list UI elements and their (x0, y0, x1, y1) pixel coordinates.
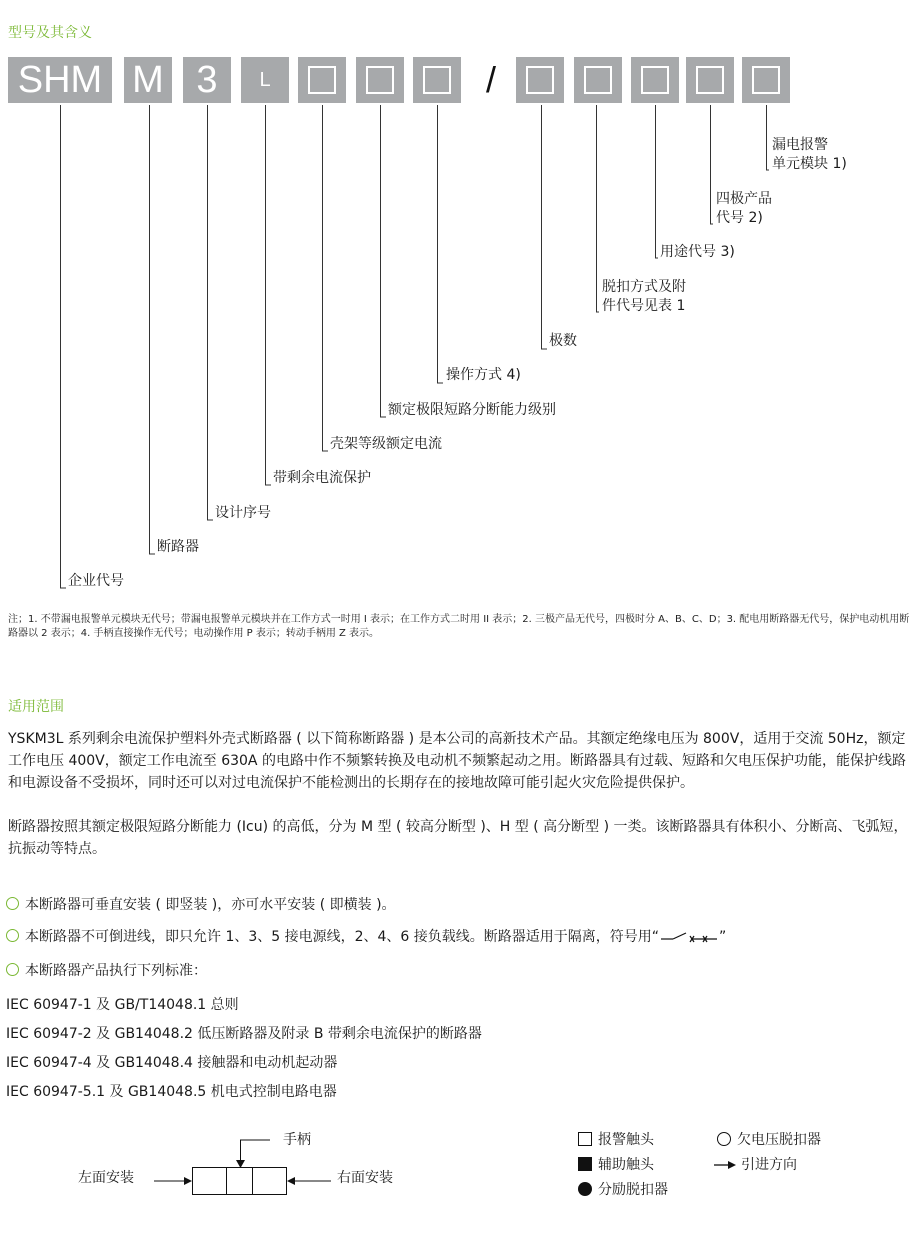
diagram-left-label: 左面安装 (78, 1170, 134, 1186)
legend-shunt: 分励脱扣器 (578, 1180, 668, 1200)
open-circle-icon (717, 1132, 731, 1146)
bullet-circle-icon (6, 963, 19, 976)
label-four-pole-1: 四极产品 (716, 191, 772, 207)
legend-alarm: 报警触头 (578, 1130, 654, 1150)
bullet-circle-icon (6, 897, 19, 910)
isolation-symbol-icon (659, 930, 719, 944)
bullet-item: 本断路器不可倒进线，即只允许 1、3、5 接电源线，2、4、6 接负载线。断路器适用于隔离，符号用“ ” (6, 927, 726, 947)
scope-paragraph-1: YSKM3L 系列剩余电流保护塑料外壳式断路器 ( 以下简称断路器 ) 是本公司的高新技术产品。其额定绝缘电压为 800V，适用于交流 50Hz，额定工作电压 400V，额定工作电流至 630A 的电路中作不频繁转换及电动机不频繁起动之用。断路器具有过载、短路和欠电压保护功能，能保护线路和电源设备不受损坏，同时还可以对过电流保护不能检测出的长期存在的接地故障可能引起火灾危险提供保护。 (8, 731, 906, 791)
standard-item: IEC 60947-5.1 及 GB14048.5 机电式控制电路电器 (6, 1084, 337, 1100)
diagram-handle-label: 手柄 (283, 1132, 311, 1148)
legend-aux: 辅助触头 (578, 1155, 654, 1175)
legend-undervolt: 欠电压脱扣器 (717, 1130, 821, 1150)
label-breaking-capacity: 额定极限短路分断能力级别 (388, 402, 556, 418)
label-four-pole-2: 代号 2) (716, 210, 763, 226)
filled-square-icon (578, 1157, 592, 1171)
section-title-model: 型号及其含义 (8, 25, 92, 41)
label-leakage-alarm-1: 漏电报警 (772, 137, 828, 153)
standard-item: IEC 60947-2 及 GB14048.2 低压断路器及附录 B 带剩余电流保护的断路器 (6, 1026, 482, 1042)
section-title-scope: 适用范围 (8, 699, 64, 715)
code-box-shm: SHM (8, 57, 112, 103)
label-company-code: 企业代号 (68, 573, 124, 589)
label-frame-current: 壳架等级额定电流 (330, 436, 442, 452)
footnote: 注；1. 不带漏电报警单元模块无代号；带漏电报警单元模块并在工作方式一时用 I 表示；在工作方式二时用 II 表示；2. 三极产品无代号，四极时分 A、B、C、D；3. 配电用断路器无代号，保护电动机用断路器以 2 表示；4. 手柄直接操作无代号；电动操作用 P 表示；转动手柄用 Z 表示。 (8, 614, 910, 639)
bullet-item: 本断路器产品执行下列标准： (6, 961, 207, 981)
bullet-item: 本断路器可垂直安装 ( 即竖装 )，亦可水平安装 ( 即横装 )。 (6, 895, 396, 915)
legend-direction: 引进方向 (713, 1155, 797, 1175)
label-usage-code: 用途代号 3) (660, 244, 735, 260)
code-box-l: L (241, 57, 289, 103)
code-box-3: 3 (183, 57, 231, 103)
label-leakage-alarm-2: 单元模块 1) (772, 156, 847, 172)
label-residual-protection: 带剩余电流保护 (273, 470, 371, 486)
label-breaker: 断路器 (157, 539, 199, 555)
arrow-right-icon (713, 1159, 737, 1171)
standard-item: IEC 60947-4 及 GB14048.4 接触器和电动机起动器 (6, 1055, 338, 1071)
label-operation-mode: 操作方式 4) (446, 367, 521, 383)
bullet-circle-icon (6, 929, 19, 942)
standard-item: IEC 60947-1 及 GB/T14048.1 总则 (6, 997, 239, 1013)
label-design-serial: 设计序号 (215, 505, 271, 521)
diagram-right-label: 右面安装 (337, 1170, 393, 1186)
label-trip-mode-1: 脱扣方式及附 (602, 279, 686, 295)
leader-lines (0, 0, 920, 600)
code-box-m: M (124, 57, 172, 103)
code-slash: / (486, 59, 497, 100)
filled-circle-icon (578, 1182, 592, 1196)
label-poles: 极数 (549, 333, 577, 349)
open-square-icon (578, 1132, 592, 1146)
scope-paragraph-2: 断路器按照其额定极限短路分断能力 (Icu) 的高低，分为 M 型 ( 较高分断型 )、H 型 ( 高分断型 ) 一类。该断路器具有体积小、分断高、飞弧短，抗振动等特点。 (8, 819, 908, 857)
label-trip-mode-2: 件代号见表 1 (602, 298, 686, 314)
